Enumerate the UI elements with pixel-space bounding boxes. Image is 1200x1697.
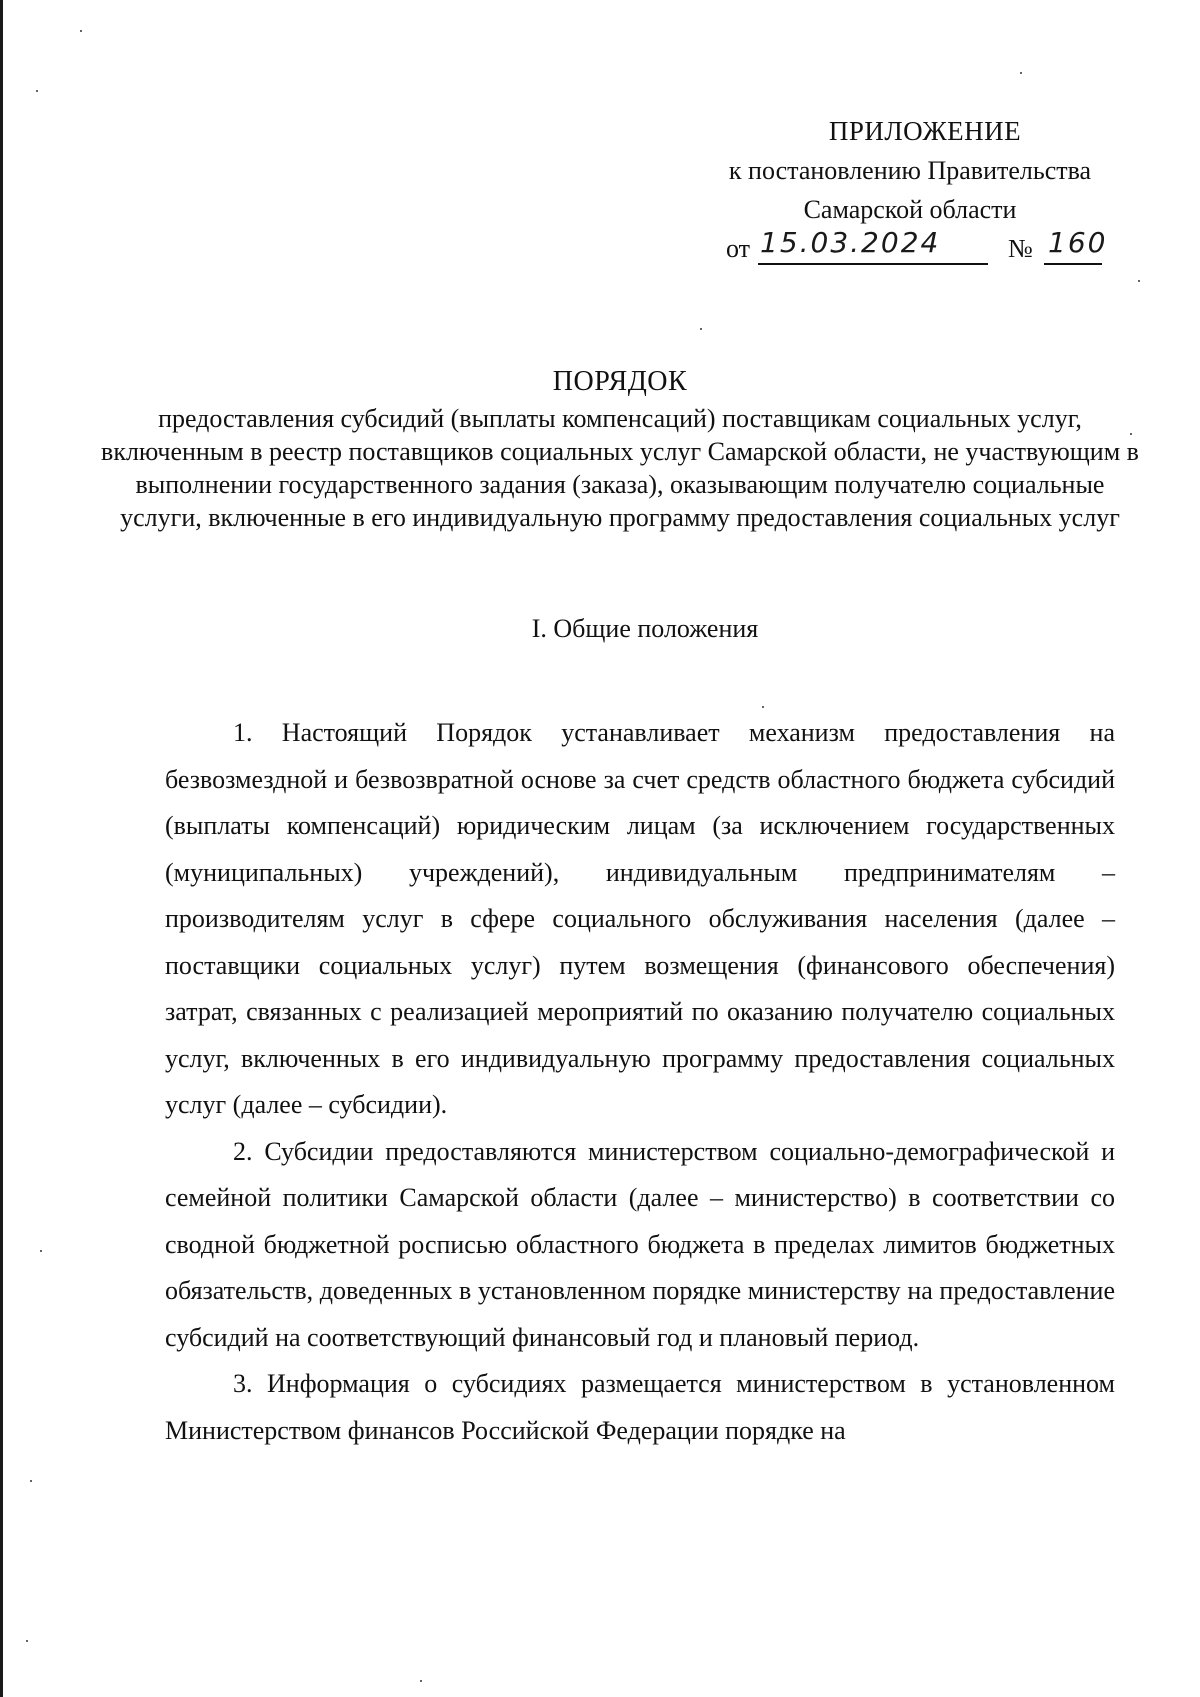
paragraph-2: 2. Субсидии предоставляются министерством социально-демографической и семейной политики Самарской области (далее – министерство) в соответствии со сводной бюджетной росписью областного бюджета в пределах лимитов бюджетных обязательств, доведенных в установленном порядке министерству на предоставление субсидий на соответствующий финансовый год и плановый период.: [165, 1136, 1115, 1352]
document-subtitle: предоставления субсидий (выплаты компенсаций) поставщикам социальных услуг, включенным в реестр поставщиков социальных услуг Самарской области, не участвующим в выполнении государственного задания (заказа), оказывающим получателю социальные услуги, включенные в его индивидуальную программу предоставления социальных услуг: [101, 404, 1139, 532]
handwritten-number: 160: [1048, 226, 1108, 259]
annex-title: ПРИЛОЖЕНИЕ: [828, 116, 1022, 146]
from-label: от: [726, 234, 751, 263]
scan-speck: [26, 1640, 28, 1642]
section-heading: I. Общие положения: [531, 614, 759, 643]
number-label: №: [1008, 234, 1033, 263]
document-title: ПОРЯДОК: [552, 366, 688, 397]
number-underline: [1044, 263, 1102, 265]
scan-speck: [420, 1680, 422, 1682]
body-text: [165, 710, 1115, 1454]
scan-speck: [40, 1250, 42, 1252]
scan-speck: [36, 90, 38, 92]
scan-speck: [1020, 72, 1022, 74]
scan-edge-line: [0, 0, 3, 1697]
scan-speck: [80, 30, 82, 32]
handwritten-date: 15.03.2024: [760, 226, 941, 259]
annex-date-number-row: [726, 226, 1130, 269]
annex-line-region: Самарской области: [803, 195, 1017, 224]
scan-speck: [762, 706, 764, 708]
scan-speck: [1138, 280, 1140, 282]
annex-line-resolution: к постановлению Правительства: [728, 156, 1092, 185]
annex-block: [690, 112, 1130, 269]
paragraph-1: 1. Настоящий Порядок устанавливает механизм предоставления на безвозмездной и безвозвратной основе за счет средств областного бюджета субсидий (выплаты компенсаций) юридическим лицам (за исключением государственных (муниципальных) учреждений), индивидуальным предпринимателям – производителям услуг в сфере социального обслуживания населения (далее – поставщики социальных услуг) путем возмещения (финансового обеспечения) затрат, связанных с реализацией мероприятий по оказанию получателю социальных услуг, включенных в его индивидуальную программу предоставления социальных услуг (далее – субсидии).: [165, 718, 1115, 1119]
scan-speck: [700, 328, 702, 330]
paragraph-3: 3. Информация о субсидиях размещается министерством в установленном Министерством финансов Российской Федерации порядке на: [165, 1369, 1115, 1445]
scan-speck: [30, 1480, 32, 1482]
date-underline: [758, 263, 988, 265]
